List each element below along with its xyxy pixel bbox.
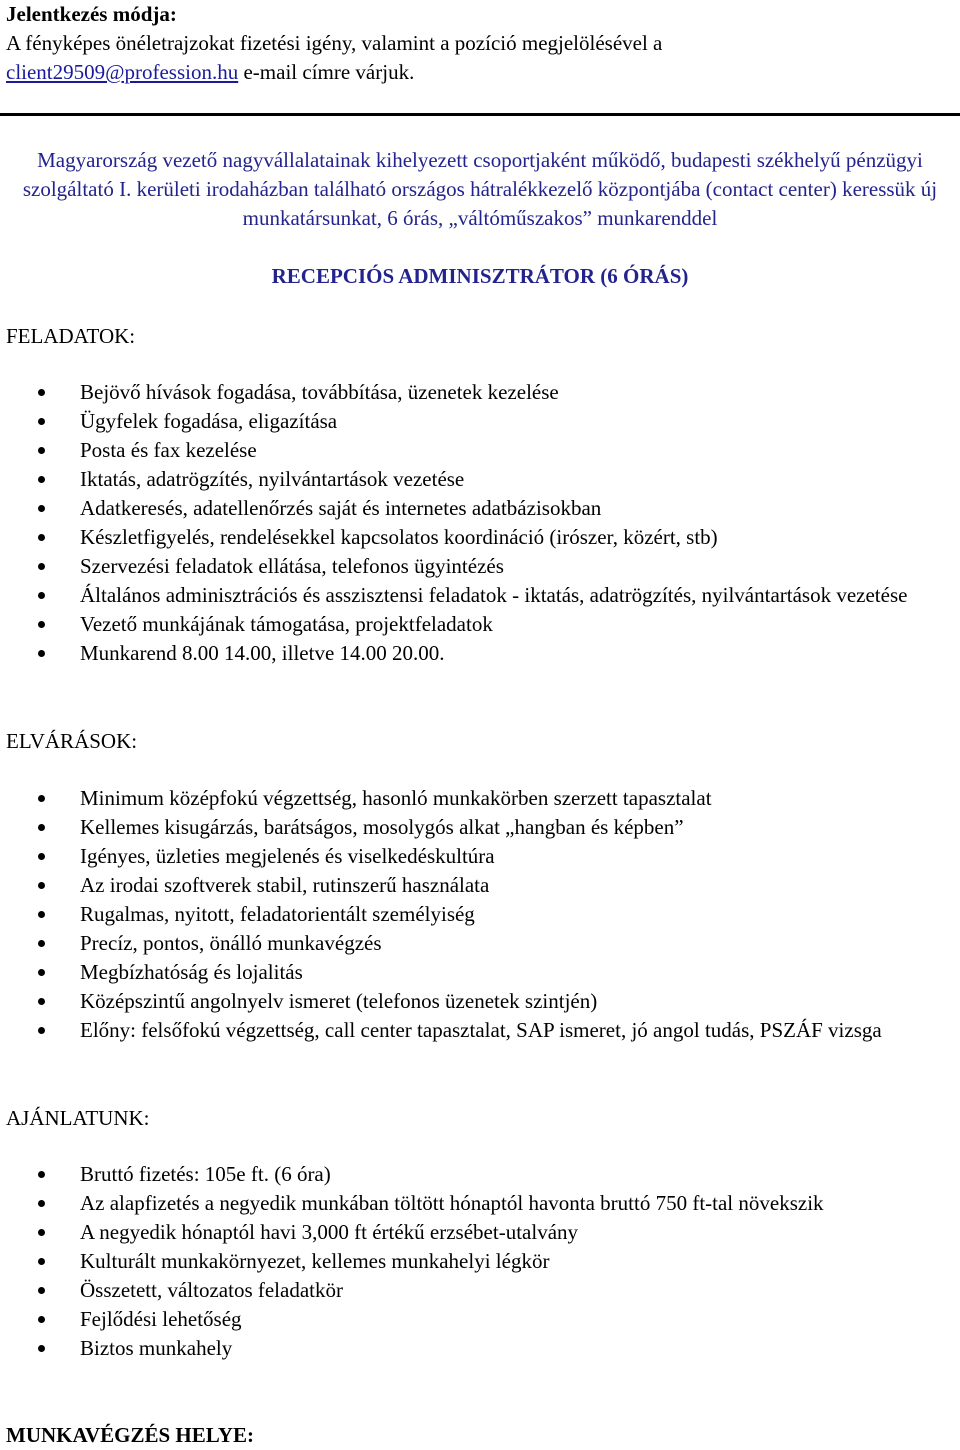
horizontal-divider	[0, 113, 960, 116]
list-item: Minimum középfokú végzettség, hasonló munkakörben szerzett tapasztalat	[0, 784, 950, 813]
list-item: Posta és fax kezelése	[0, 436, 950, 465]
application-line-2-suffix: e-mail címre várjuk.	[238, 60, 415, 84]
list-item: Az alapfizetés a negyedik munkában töltött hónaptól havonta bruttó 750 ft-tal növekszik	[0, 1189, 950, 1218]
list-item: Az irodai szoftverek stabil, rutinszerű használata	[0, 871, 950, 900]
company-intro: Magyarország vezető nagyvállalatainak kihelyezett csoportjaként működő, budapesti székhelyű pénzügyi szolgáltató I. kerületi irodaházban található országos hátralékkezelő központjába (contact center) keressük új munkatársunkat, 6 órás, „váltóműszakos” munkarenddel	[22, 148, 938, 230]
list-item: Ügyfelek fogadása, eligazítása	[0, 407, 950, 436]
list-item: Vezető munkájának támogatása, projektfeladatok	[0, 610, 950, 639]
list-item: Biztos munkahely	[0, 1334, 950, 1363]
list-item: Fejlődési lehetőség	[0, 1305, 950, 1334]
requirements-list	[0, 784, 950, 1045]
workplace-heading: MUNKAVÉGZÉS HELYE:	[6, 1423, 254, 1447]
application-line-1: A fényképes önéletrajzokat fizetési igény, valamint a pozíció megjelölésével a	[6, 31, 663, 55]
offer-list	[0, 1160, 950, 1363]
application-heading: Jelentkezés módja:	[6, 2, 177, 26]
list-item: Általános adminisztrációs és asszisztensi feladatok - iktatás, adatrögzítés, nyilvántartások vezetése	[0, 581, 950, 610]
job-title: RECEPCIÓS ADMINISZTRÁTOR (6 ÓRÁS)	[271, 264, 689, 288]
list-item: Iktatás, adatrögzítés, nyilvántartások vezetése	[0, 465, 950, 494]
list-item: Adatkeresés, adatellenőrzés saját és internetes adatbázisokban	[0, 494, 950, 523]
offer-heading: AJÁNLATUNK:	[6, 1106, 150, 1130]
list-item: A negyedik hónaptól havi 3,000 ft értékű erzsébet-utalvány	[0, 1218, 950, 1247]
list-item: Középszintű angolnyelv ismeret (telefonos üzenetek szintjén)	[0, 987, 950, 1016]
tasks-list	[0, 378, 950, 668]
tasks-heading: FELADATOK:	[6, 324, 136, 348]
list-item: Rugalmas, nyitott, feladatorientált személyiség	[0, 900, 950, 929]
list-item: Kellemes kisugárzás, barátságos, mosolygós alkat „hangban és képben”	[0, 813, 950, 842]
list-item: Igényes, üzleties megjelenés és viselkedéskultúra	[0, 842, 950, 871]
list-item: Összetett, változatos feladatkör	[0, 1276, 950, 1305]
list-item: Kulturált munkakörnyezet, kellemes munkahelyi légkör	[0, 1247, 950, 1276]
list-item: Előny: felsőfokú végzettség, call center tapasztalat, SAP ismeret, jó angol tudás, PSZÁF vizsga	[0, 1016, 950, 1045]
application-line-2	[6, 58, 954, 87]
list-item: Bejövő hívások fogadása, továbbítása, üzenetek kezelése	[0, 378, 950, 407]
list-item: Bruttó fizetés: 105e ft. (6 óra)	[0, 1160, 950, 1189]
list-item: Precíz, pontos, önálló munkavégzés	[0, 929, 950, 958]
email-link[interactable]: client29509@profession.hu	[6, 60, 239, 84]
requirements-heading: ELVÁRÁSOK:	[6, 729, 138, 753]
list-item: Szervezési feladatok ellátása, telefonos ügyintézés	[0, 552, 950, 581]
list-item: Megbízhatóság és lojalitás	[0, 958, 950, 987]
list-item: Munkarend 8.00 14.00, illetve 14.00 20.00.	[0, 639, 950, 668]
list-item: Készletfigyelés, rendelésekkel kapcsolatos koordináció (irószer, közért, stb)	[0, 523, 950, 552]
